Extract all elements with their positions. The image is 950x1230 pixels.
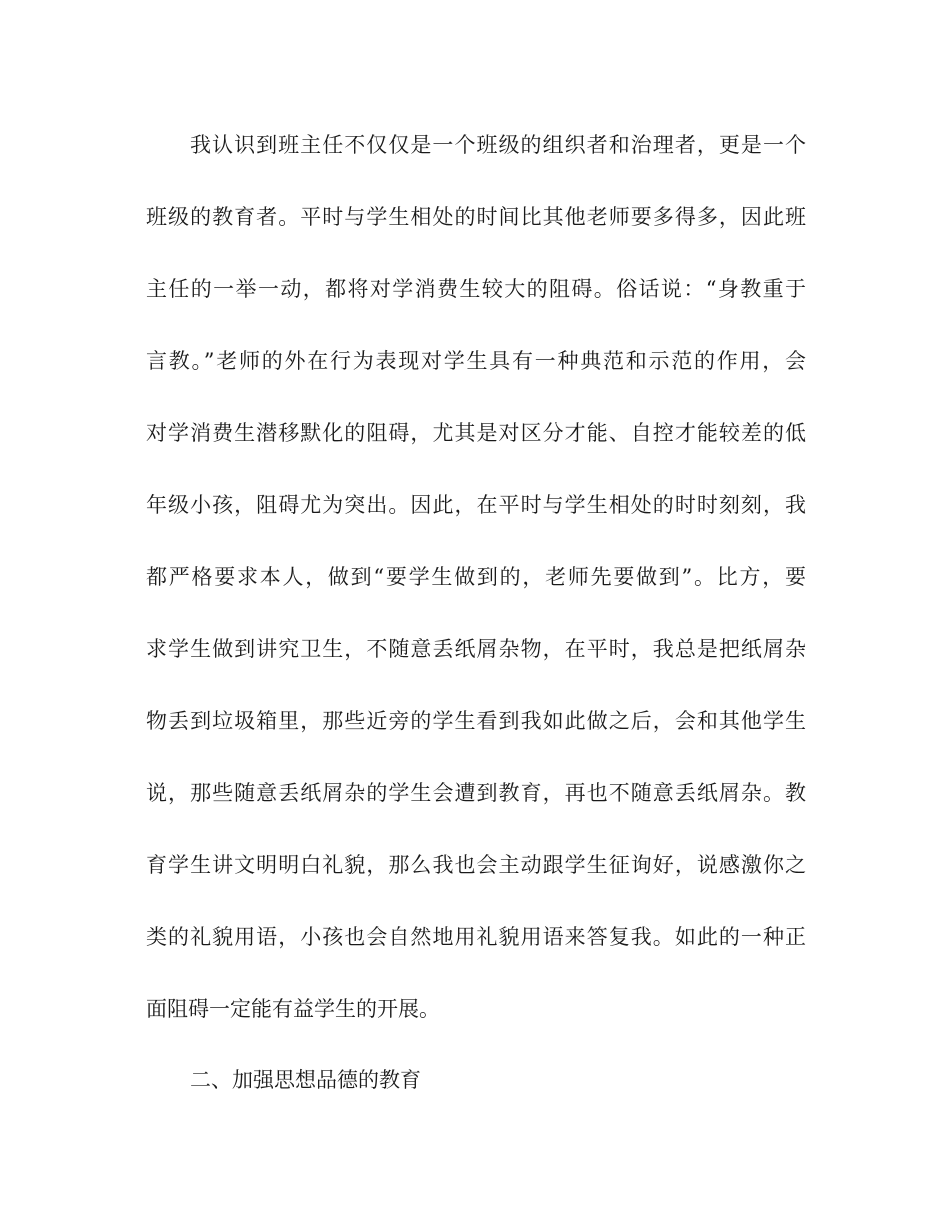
- paragraph-line: 说，那些随意丢纸屑杂的学生会遭到教育，再也不随意丢纸屑杂。教: [146, 781, 806, 805]
- paragraph-line: 都严格要求本人，做到“要学生做到的，老师先要做到”。比方，要: [146, 565, 806, 589]
- section-heading: 二、加强思想品德的教育: [190, 1068, 421, 1092]
- paragraph-line: 物丢到垃圾箱里，那些近旁的学生看到我如此做之后，会和其他学生: [146, 709, 806, 733]
- paragraph-line: 求学生做到讲究卫生，不随意丢纸屑杂物，在平时，我总是把纸屑杂: [146, 637, 806, 661]
- paragraph-line: 主任的一举一动，都将对学消费生较大的阻碍。俗话说：“身教重于: [146, 277, 806, 301]
- paragraph-line: 言教。”老师的外在行为表现对学生具有一种典范和示范的作用，会: [146, 349, 806, 373]
- paragraph-line: 年级小孩，阻碍尤为突出。因此，在平时与学生相处的时时刻刻，我: [146, 493, 806, 517]
- paragraph-line: 对学消费生潜移默化的阻碍，尤其是对区分才能、自控才能较差的低: [146, 421, 806, 445]
- paragraph-line: 我认识到班主任不仅仅是一个班级的组织者和治理者，更是一个: [190, 133, 806, 157]
- paragraph-line: 面阻碍一定能有益学生的开展。: [146, 997, 440, 1021]
- paragraph-line: 班级的教育者。平时与学生相处的时间比其他老师要多得多，因此班: [146, 205, 806, 229]
- paragraph-line: 育学生讲文明明白礼貌，那么我也会主动跟学生征询好，说感激你之: [146, 853, 806, 877]
- paragraph-line: 类的礼貌用语，小孩也会自然地用礼貌用语来答复我。如此的一种正: [146, 925, 806, 949]
